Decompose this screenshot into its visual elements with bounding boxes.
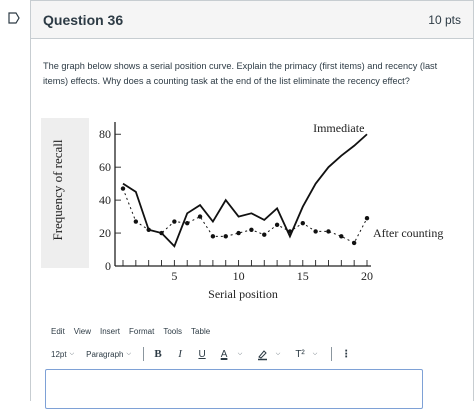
chevron-down-icon: ⌵ [69, 350, 75, 357]
text-color-button[interactable] [218, 347, 230, 361]
x-tick-label: 10 [232, 269, 245, 283]
paragraph-value: Paragraph [86, 349, 124, 359]
font-size-value: 12pt [51, 349, 67, 359]
question-header [31, 1, 473, 39]
x-tick-label: 20 [361, 269, 373, 283]
chevron-down-icon[interactable]: ⌵ [312, 350, 318, 357]
italic-button[interactable]: I [178, 348, 182, 360]
answer-editor[interactable] [45, 369, 423, 409]
series-after-counting-point [313, 229, 317, 233]
editor-toolbar [51, 346, 362, 362]
flag-icon[interactable] [6, 11, 20, 25]
series-after-counting-point [365, 216, 369, 220]
series-after-counting-point [172, 219, 176, 223]
series-after-counting-point [262, 233, 266, 237]
menu-table[interactable]: Table [191, 327, 211, 336]
question-title: Question 36 [43, 11, 124, 28]
chevron-down-icon[interactable]: ⌵ [237, 350, 243, 357]
y-axis-label: Frequency of recall [50, 139, 65, 241]
chevron-down-icon: ⌵ [126, 350, 132, 357]
x-axis-label: Serial position [208, 287, 278, 301]
underline-button[interactable]: U [198, 348, 206, 360]
series-label-immediate: Immediate [313, 121, 365, 136]
series-after-counting-point [159, 231, 163, 235]
bold-button[interactable]: B [154, 348, 162, 360]
menu-insert[interactable]: Insert [100, 327, 121, 336]
more-options-icon[interactable]: ⋮ [341, 348, 352, 360]
y-tick-label: 40 [99, 193, 111, 208]
menu-format[interactable]: Format [129, 327, 155, 336]
menu-tools[interactable]: Tools [163, 327, 183, 336]
question-text: The graph below shows a serial position curve. Explain the primacy (first items) and recency (last items) effects. Why does a counting task at the end of the list eliminate the recency effect? [43, 61, 438, 86]
y-tick-label: 0 [105, 259, 111, 273]
menu-edit[interactable]: Edit [51, 327, 65, 336]
question-card [30, 0, 474, 401]
series-after-counting-point [249, 228, 253, 232]
y-tick-label: 60 [99, 160, 111, 175]
series-after-counting-point [275, 223, 279, 227]
series-after-counting-point [198, 214, 202, 218]
ylabel-background [41, 118, 89, 268]
editor-menubar [51, 327, 210, 336]
series-after-counting-point [146, 228, 150, 232]
x-tick-label: 15 [296, 269, 309, 283]
toolbar-divider [331, 347, 332, 361]
x-tick-label: 5 [171, 269, 178, 283]
serial-position-chart [41, 118, 444, 304]
series-after-counting-point [288, 229, 292, 233]
menu-view[interactable]: View [73, 327, 91, 336]
series-after-counting-point [301, 221, 305, 225]
series-after-counting-point [339, 234, 343, 238]
series-after-counting-point [352, 241, 356, 245]
chevron-down-icon[interactable]: ⌵ [275, 350, 281, 357]
question-points: 10 pts [428, 12, 461, 27]
toolbar-divider [143, 347, 144, 361]
series-after-counting-point [134, 219, 138, 223]
font-size-select[interactable] [51, 350, 74, 359]
y-tick-label: 20 [99, 226, 111, 241]
series-after-counting-point [224, 234, 228, 238]
highlight-button[interactable] [256, 347, 268, 361]
y-tick-label: 80 [99, 127, 111, 142]
series-after-counting-point [236, 231, 240, 235]
series-after-counting-point [185, 221, 189, 225]
paragraph-select[interactable] [86, 350, 131, 359]
series-after-counting-point [211, 234, 215, 238]
text-color-icon: A [220, 348, 228, 360]
series-after-counting-point [121, 186, 125, 190]
series-after-counting-point [326, 229, 330, 233]
highlighter-icon [257, 349, 268, 360]
chart-background [41, 118, 401, 304]
superscript-button[interactable]: T² [295, 348, 305, 360]
series-label-after-counting: After counting [373, 226, 444, 241]
